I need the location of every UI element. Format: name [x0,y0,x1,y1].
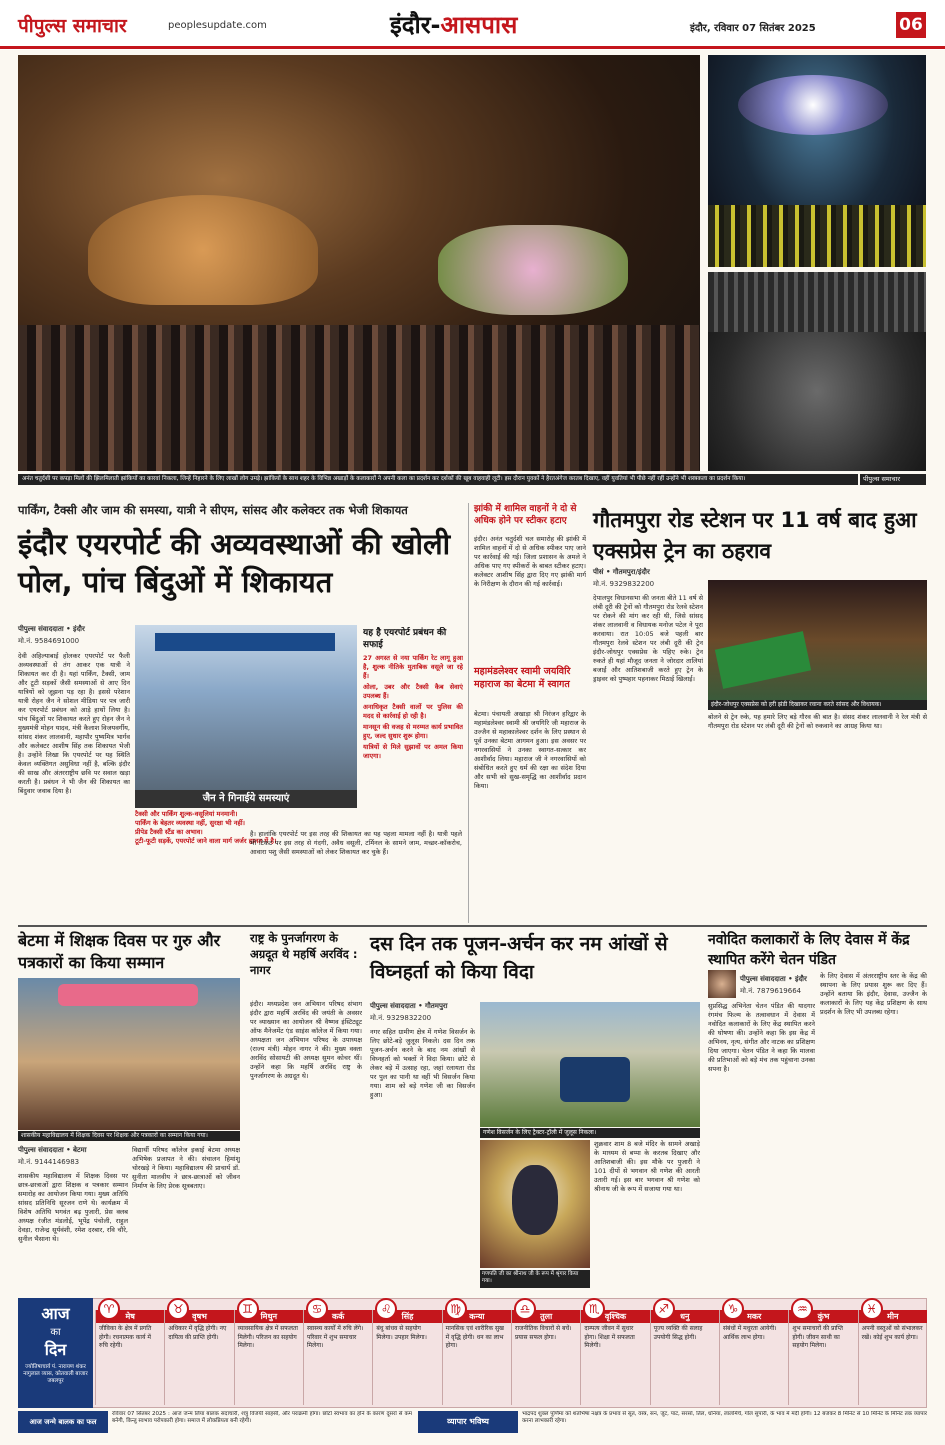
sidebar-point: अनाधिकृत टैक्सी वालों पर पुलिस की मदद से कार्रवाई हो रही है। [363,703,463,720]
stage-banner [58,984,198,1006]
zodiac-name: कर्क [304,1310,372,1323]
green-flag [715,631,811,689]
ganesh-body2: शुक्रवार शाम 8 बजे मंदिर के सामने अखाड़े के माध्यम से बप्पा के करतब दिखाए और आतिशबाजी की। इस मौके पर पुजारी ने 101 दीपों से भगवान श्री गणेश की आरती उतारी गई। इस बार भगवान श्री गणेश को श्रीनाथ जी के रूप में सजाया गया था। [594,1140,700,1193]
zodiac-symbol-icon: ♋ [306,1298,328,1320]
zodiac-prediction: अधिकार में वृद्धि होगी। नए दायित्व की प्राप्ति होगी। [168,1325,227,1341]
din-label: दिन [44,1340,67,1359]
page-number: 06 [896,12,926,38]
gautampura-byline: पीसं • गौतमपुरा/इंदौर [593,568,650,576]
gautampura-phone: मो.नं. 9329832200 [593,580,655,588]
airport-sign [155,633,335,651]
website-url[interactable]: peoplesupdate.com [168,20,267,31]
zodiac-symbol-icon: ♑ [722,1298,744,1320]
zodiac-name: कन्या [443,1310,511,1323]
tortoise-float [88,195,318,305]
problem-item: प्रीपेड टैक्सी स्टैंड का अभाव। [135,828,203,836]
airport-body-cont: है। हालांकि एयरपोर्ट पर इस तरह की शिकायत का यह पहला मामला नहीं है। यात्री पहले भी टिकट पर इस तरह से गंदगी, अवैध वसूली, टर्मिनल के सामने जाम, मच्छर-कॉकरोच, आवारा पशु जैसी समस्याओं को लेकर शिकायत कर चुके हैं। [250,830,462,856]
zodiac-symbol-icon: ♐ [653,1298,675,1320]
problem-item: टूटी-फूटी सड़कें, एयरपोर्ट जाने वाला मार्ग जर्जर हालत में है। [135,837,277,845]
gautampura-body: देपालपुर विधानसभा की जनता बीते 11 वर्ष से लंबी दूरी की ट्रेनों को गौतमपुरा रोड रेलवे स्टेशन पर रोकने की मांग कर रही थी, जिसे सांसद शंकर लालवानी व विधायक मनोज पटेल ने पूरा करवाया। रात 10:05 बजे पहली बार गौतमपुरा रेलवे स्टेशन पर लंबी दूरी की ट्रेन इंदौर-जोधपुर एक्सप्रेस के पहिए रुके। ट्रेन रुकते ही यहां मौजूद जनता ने जोरदार तालियां बजाईं और आतिशबाजी करते हुए ट्रेन के ड्राइवर को पुष्पहार पहनाकर मिठाई खिलाई। [593,594,703,683]
betma-headline: बेटमा में शिक्षक दिवस पर गुरु और पत्रकारों का किया सम्मान [18,931,221,972]
zodiac-name: वृषभ [165,1310,233,1323]
jhanki-body: इंदौर। अनंत चतुर्दशी चल समारोह की झांकी में शामिल वाहनों में दो से अधिक स्पीकर पाए जाने पर कार्रवाई की गई। जिला प्रशासन के अमले ने अधिक पाए गए स्पीकरों के बाबत स्टीकर हटाए। कलेक्टर आशीष सिंह द्वारा दिए गए झांकी मार्ग के निरीक्षण के दौरान की गई कार्रवाई। [474,535,586,588]
umbrella-prop [738,75,888,135]
zodiac-symbol-icon: ♎ [514,1298,536,1320]
zodiac-name: मेष [96,1310,164,1323]
zodiac-column [95,1310,164,1405]
zodiac-prediction: शुभ समाचारों की प्राप्ति होगी। जीवन साथी का सहयोग मिलेगा। [792,1325,843,1349]
crowd [708,272,926,332]
ganesh-idol-photo[interactable] [480,1140,590,1268]
section-title-right: आसपास [440,11,518,39]
betma-body: शासकीय महाविद्यालय में शिक्षक दिवस पर छात्र-छात्राओं द्वारा शिक्षक व पत्रकार सम्मान समारोह का आयोजन किया गया। मुख्य अतिथि सांसद प्रतिनिधि सूरजन राणे थे। कार्यक्रम में विशेष अतिथि भगवंत बढ़ पुजारी, प्रेस क्लब अध्यक्ष रंजीत मंडलोई, भूपेंद्र पंचोली, राहुल देवड़ा, राजेन्द्र सूर्यवंशी, रमेश दरबार, रवि चौरे, सुनील भैसाना थे। [18,1172,128,1243]
betma-phone: मो.नं. 9144146983 [18,1158,80,1166]
stick-performer-photo[interactable] [708,272,926,471]
zodiac-name: तुला [512,1310,580,1323]
zodiac-prediction: बंधु बांधव से सहयोग मिलेगा। उपहार मिलेगा। [376,1325,427,1341]
astrologer-name: ज्योतिषाचार्य पं. नारायण शंकर नागुलाल व्यास, कोतवाली बाजार जबलपुर [23,1364,88,1384]
dewas-body-cont: के लिए देवास में अंतरराष्ट्रीय स्तर के केंद्र की स्थापना के लिए प्रयास शुरू कर दिए हैं। उन्होंने बताया कि इंदौर, देवास, उज्जैन के कलाकारों के लिए यह केंद्र प्रशिक्षण के साथ प्रदर्शन के लिए भी उपलब्ध रहेगा। [820,972,927,1016]
dewas-body: सुप्रसिद्ध अभिनेता चेतन पंडित की यादगार रंगमंच फिल्म के तत्वावधान में देवास में नवोदित कलाकारों के लिए केंद्र स्थापित करने की घोषणा की। उन्होंने कहा कि इस केंद्र में अभिनय, नृत्य, संगीत और नाटक का प्रशिक्षण दिया जाएगा। चेतन पंडित ने कहा कि मालवा की प्रतिभाओं को बड़े मंच तक पहुंचाना उनका सपना है। [708,1002,815,1073]
zodiac-prediction: व्यावसायिक क्षेत्र में सफलता मिलेगी। परिजन का सहयोग मिलेगा। [237,1325,298,1349]
zodiac-column [719,1310,788,1405]
top-photo-caption: अनंत चतुर्दशी पर कपड़ा मिलों की झिलमिलाती झांकियों का कारवां निकला, जिन्हें निहारने के लिए लाखों लोग उमड़े। झांकियों के साथ शहर के विभिन्न अखाड़ों के कलाकारों ने अपनी कला का प्रदर्शन कर दर्शकों की खूब वाहवाही लूटी। इस दौरान युवकों ने हैरतअंगेज करतब दिखाए, वहीं युवतियां भी पीछे नहीं रहीं उन्होंने भी शस्त्रकला का प्रदर्शन किया। [18,474,858,485]
jhanki-kicker: झांकी में शामिल वाहनों ने दो से अधिक होने पर स्टीकर हटाए [474,504,577,526]
betma-byline: पीपुल्स संवाददाता • बेटमा [18,1146,87,1154]
birthday-label: आज जन्मे बालक का फल [18,1411,108,1433]
airport-byline: पीपुल्स संवाददाता • इंदौर [18,625,85,633]
gautampura-body-cont: बोलने से ट्रेन रुके, यह हमारे लिए बड़े गौरव की बात है। संसद शंकर लालवानी ने रेल मंत्री से गौतमपुरा रोड स्टेशन पर लंबी दूरी की ट्रेनों को रुकवाने का आग्रह किया था। [708,713,927,730]
jhanki-main-photo[interactable] [18,55,700,471]
betma-photo-caption: शासकीय महाविद्यालय में शिक्षक दिवस पर शिक्षक और पत्रकारों का सम्मान किया गया। [18,1131,240,1141]
zodiac-column [580,1310,649,1405]
zodiac-prediction: जीविका के क्षेत्र में प्रगति होगी। रचनात्मक कार्य में रुचि रहेगी। [99,1325,152,1349]
business-label: व्यापार भविष्य [418,1411,518,1433]
ganesh-headline: दस दिन तक पूजन-अर्चन कर नम आंखों से विघ्नहर्ता को किया विदा [370,933,668,983]
flower-float [438,225,628,315]
sidebar-point: मानसून की वजह से मरम्मत कार्य प्रभावित हुए, जल्द सुधार शुरू होगा। [363,723,463,740]
aaj-label: आज [41,1304,70,1323]
crowd [708,205,926,267]
ganesh-phone: मो.नं. 9329832200 [370,1014,432,1022]
ganesh-body: नगर सहित ग्रामीण क्षेत्र में गणेश विसर्जन के लिए छोटे-बड़े जुलूस निकले। दस दिन तक पूजन-अर्चन करने के बाद नम आंखों से विघ्नहर्ता को भक्तों ने विदा किया। छोटे से लेकर बड़े में उत्साह रहा, जहां रलायता रोड पर पुल का पानी था वहीं भी विसर्जन किया गया। शाम को बड़े गणेश जी का विसर्जन हुआ। [370,1028,475,1099]
airport-body: देवी अहिल्याबाई होलकर एयरपोर्ट पर फैली अव्यवस्थाओं से तंग आकर एक यात्री ने शिकायत कर दी है। यहां पार्किंग, टैक्सी, जाम और टूटी सड़कों जैसी समस्याओं से आए दिन यात्रियों को जूझना पड़ रहा है। इससे परेशान यात्री रोहन जैन ने सोशल मीडिया पर पत्र जारी कर एयरपोर्ट प्रबंधन को आड़े हाथों लिया है। पांच बिंदुओं पर शिकायत करते हुए रोहन जैन ने मुख्यमंत्री मोहन यादव, मंत्री कैलाश विजयवर्गीय, सांसद शंकर लालवानी, महापौर पुष्यमित्र भार्गव और कलेक्टर आशीष सिंह तक शिकायत भेजी है। उन्होंने लिखा कि एयरपोर्ट पर यह स्थिति केवल व्यक्तिगत असुविधा नहीं है, बल्कि इंदौर की साख और अंतरराष्ट्रीय छवि पर सवाल खड़ा करती है। प्रबंधन ने भी जैन की शिकायत का बिंदुवार जवाब दिया है। [18,652,130,795]
betma-body-cont: विद्यार्थी परिषद कॉलेज इकाई बेटमा अध्यक्ष अभिषेक प्रजापत ने की। संचालन हिमांशु चोरखड़े ने किया। महाविद्यालय की प्राचार्य डॉ. सुनीता मालवीय ने छात्र-छात्राओं को जीवन निर्माण के लिए प्रेरक सूत्रबताए। [132,1146,240,1190]
zodiac-name: मीन [859,1310,927,1323]
zodiac-prediction: संबंधों में मधुरता आयेगी। आर्थिक लाभ होगा। [723,1325,777,1341]
airport-sidebar [363,627,463,827]
idol [512,1165,558,1235]
mahamandaleshwar-title: महामंडलेश्वर स्वामी जयविरि महाराज का बेटमा में स्वागत [474,666,571,690]
zodiac-symbol-icon: ♏ [583,1298,605,1320]
column-divider [468,503,469,923]
zodiac-symbol-icon: ♍ [445,1298,467,1320]
dewas-phone: मो.नं. 7879619664 [740,987,802,995]
gautampura-headline: गौतमपुरा रोड स्टेशन पर 11 वर्ष बाद हुआ एक्सप्रेस ट्रेन का ठहराव [593,508,917,563]
airport-photo-caption: जैन ने गिनाईये समस्याएं [135,790,357,808]
zodiac-symbol-icon: ♈ [98,1298,120,1320]
rashtra-headline: राष्ट्र के पुनर्जागरण के अग्रदूत थे महर्षि अरविंद : नागर [250,931,358,977]
crowd [18,325,700,471]
birthday-text: रविवार 07 सितंबर 2025 : आज जन्म लिया बालक सदाचारी, शत्रु विजयी साहसी, और पराक्रमी होगा। छोटों स्वभाव का होने के कारण दूसरों से कम बनेगी, किन्तु स्वभाव परोपकारी होगा। समाज में लोकप्रियता बनी रहेगी। [112,1411,412,1424]
zodiac-column [234,1310,303,1405]
chetan-pandit-portrait[interactable] [708,970,736,998]
rashtra-body: इंदौर। मध्यप्रदेश जन अभियान परिषद संभाग इंदौर द्वारा महर्षि अरविंद की जयंती के अवसर पर व्याख्यान का आयोजन श्री वैष्णव इंस्टिट्यूट ऑफ मैनेजमेंट एंड साइंस कॉलेज में किया गया। अध्यक्षता जन अभियान परिषद के उपाध्यक्ष (राज्य मंत्री) मोहन नागर ने की। मुख्य वक्ता अरविंद सोसायटी की अध्यक्ष सुमन कोचर थीं। उन्होंने कहा कि महर्षि अरविंद राष्ट्र के पुनर्जागरण के अग्रदूत थे। [250,1000,362,1080]
zodiac-symbol-icon: ♌ [375,1298,397,1320]
zodiac-symbol-icon: ♓ [861,1298,883,1320]
sidebar-point: यात्रियों से मिले सुझावों पर अमल किया जाएगा। [363,743,463,760]
train-flagoff-photo[interactable] [708,580,927,700]
umbrella-performer-photo[interactable] [708,55,926,267]
zodiac-prediction: राजनीतिक विचारों से बचें। प्रयास सफल होगा। [515,1325,572,1341]
betma-teachers-photo[interactable] [18,978,240,1130]
dewas-byline: पीपुल्स संवाददाता • इंदौर [740,975,807,983]
zodiac-prediction: मानसिक एवं शारीरिक सुख में वृद्धि होगी। धन का लाभ होगा। [445,1325,504,1349]
photo-credit: पीपुल्स समाचार [860,474,926,485]
header-divider [0,46,945,49]
zodiac-prediction: पूज्य व्यक्ति की सलाह उपयोगी सिद्ध होगी। [653,1325,703,1341]
zodiac-column [442,1310,511,1405]
zodiac-column [511,1310,580,1405]
business-text: भाद्रपद शुक्ल पूर्णिमा को शतभिषा नक्षत्र के प्रभाव से सूत, वस्त्र, सन, जूट, पाट, सरसों, तिल, धनिया, लालमिर्च, गोल सुपारी, के भाव में मंदी होगी। 12 बजकर 8 मिनिट से 10 मिनिट के मिनिट तक व्यापार करना लाभकारी रहेगा। [522,1411,927,1424]
zodiac-name: कुंभ [789,1310,857,1323]
zodiac-name: मकर [720,1310,788,1323]
problem-item: टैक्सी और पार्किंग शुल्क-वसूलियां मनमानी। [135,810,238,818]
zodiac-name: वृश्चिक [581,1310,649,1323]
ganesh-byline: पीपुल्स संवाददाता • गौतमपुरा [370,1002,448,1010]
masthead [0,0,945,50]
zodiac-symbol-icon: ♒ [791,1298,813,1320]
airport-headline: इंदौर एयरपोर्ट की अव्यवस्थाओं की खोली पोल, पांच बिंदुओं में शिकायत [18,527,451,599]
zodiac-name: सिंह [373,1310,441,1323]
mahamandaleshwar-body: बेटमा। पंचायती अखाड़ा श्री निरंजन हरिद्वार के महामंडलेश्वर स्वामी श्री जयगिरि जी महाराज के उज्जैन से महाकालेश्वर दर्शन के लिए प्रस्थान से पूर्व उनका बेटमा आगमन हुआ। इस अवसर पर नगरवासियों ने उनका स्वागत-सत्कार कर आशीर्वाद लिया। महाराज जी ने नगरवासियों को संबोधित करते हुए धर्म की रक्षा का संदेश दिया और सभी को सुख-समृद्धि का आशीर्वाद प्रदान किया। [474,710,586,790]
ganesh-procession-photo[interactable] [480,1002,700,1127]
edition-date: इंदौर, रविवार 07 सितंबर 2025 [690,23,816,34]
zodiac-name: धनु [651,1310,719,1323]
section-rule [18,925,927,927]
dewas-headline: नवोदित कलाकारों के लिए देवास में केंद्र स्थापित करेंगे चेतन पंडित [708,932,910,968]
ka-label: का [50,1327,61,1338]
newspaper-logo[interactable]: पीपुल्स समाचार [18,15,127,37]
airport-phone: मो.नं. 9584691000 [18,637,80,645]
zodiac-prediction: स्वास्थ्य कार्यों में रुचि लेंगे। परिवार में शुभ समाचार मिलेगा। [307,1325,364,1349]
sidebar-point: ओला, उबर और टैक्सी कैब सेवाएं उपलब्ध हैं। [363,683,463,700]
section-title-left: इंदौर- [390,11,441,39]
zodiac-column [858,1310,927,1405]
ganesh-idol-caption: गणपति जी का श्रीनाथ जी के रूप में श्रृंगार किया गया। [480,1270,590,1288]
train-photo-caption: इंदौर-जोधपुर एक्सप्रेस को हरी झंडी दिखाकर रवाना करते सांसद और विधायक। [708,700,927,710]
zodiac-symbol-icon: ♊ [237,1298,259,1320]
airport-terminal-photo[interactable] [135,625,357,790]
zodiac-prediction: दाम्पत्य जीवन में सुधार होगा। शिक्षा में सफलता मिलेगी। [584,1325,635,1349]
ganesh-procession-caption: गणेश विसर्जन के लिए ट्रैक्टर-ट्रॉली में जुलूस निकला। [480,1128,700,1138]
airport-kicker: पार्किंग, टैक्सी और जाम की समस्या, यात्री ने सीएम, सांसद और कलेक्टर तक भेजी शिकायत [18,503,408,517]
zodiac-column [650,1310,719,1405]
sidebar-title: यह है एयरपोर्ट प्रबंधन की सफाई [363,628,447,650]
aaj-ka-din-box [18,1298,93,1408]
section-title [390,8,517,41]
zodiac-column [788,1310,857,1405]
zodiac-column [164,1310,233,1405]
sidebar-point: 27 अगस्त से नया पार्किंग रेट लागू हुआ है, शुल्क नीतिके मुताबिक वसूले जा रहे हैं। [363,654,463,680]
zodiac-prediction: अपनी वस्तुओं को संभालकर रखें। कोई शुभ कार्य होगा। [861,1325,923,1341]
zodiac-column [303,1310,372,1405]
zodiac-name: मिथुन [235,1310,303,1323]
zodiac-symbol-icon: ♉ [167,1298,189,1320]
zodiac-column [372,1310,441,1405]
tractor [560,1057,630,1102]
problem-item: पार्किंग के बेहतर व्यवस्था नहीं, सुरक्षा भी नहीं। [135,819,245,827]
